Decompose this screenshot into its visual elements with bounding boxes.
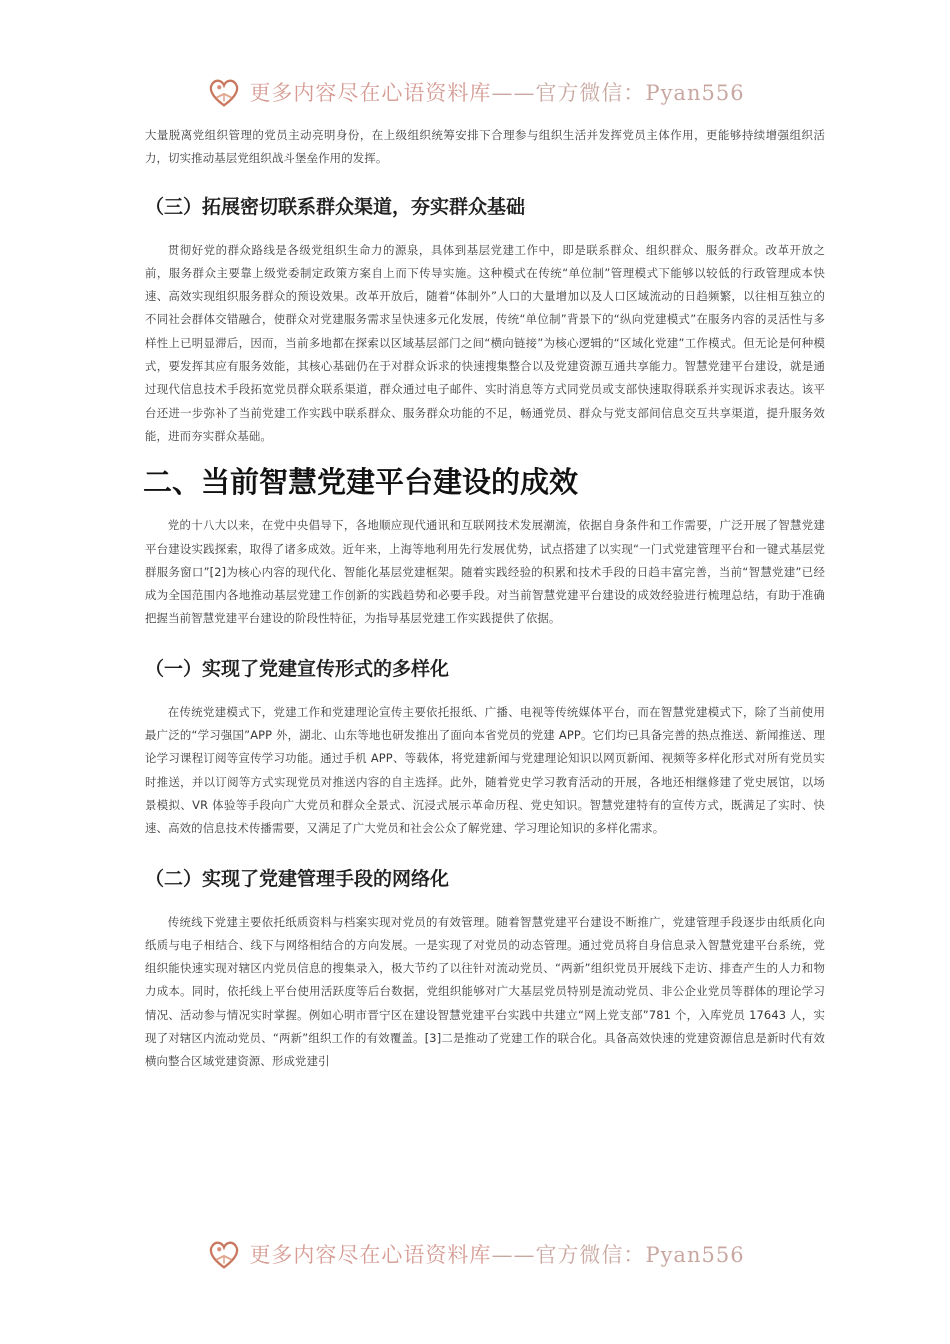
- heart-book-logo-icon: [205, 73, 243, 111]
- paragraph-3: 党的十八大以来，在党中央倡导下，各地顺应现代通讯和互联网技术发展潮流，依据自身条件和工作需要，广泛开展了智慧党建平台建设实践探索，取得了诸多成效。近年来，上海等地利用先行发展优势，试点搭建了以实现“一门式党建管理平台和一键式基层党群服务窗口”[2]为核心内容的现代化、智能化基层党建框架。随着实践经验的积累和技术手段的日趋丰富完善，当前“智慧党建”已经成为全国范围内各地推动基层党建工作创新的实践趋势和必要手段。对当前智慧党建平台建设的成效经验进行梳理总结，有助于准确把握当前智慧党建平台建设的阶段性特征，为指导基层党建工作实践提供了依据。: [145, 518, 825, 626]
- banner-text: 更多内容尽在心语资料库——官方微信：Pyan556: [249, 81, 745, 105]
- paragraph-4: 在传统党建模式下，党建工作和党建理论宣传主要依托报纸、广播、电视等传统媒体平台，而在智慧党建模式下，除了当前使用最广泛的“学习强国”APP 外，湖北、山东等地也研发推出了面向本省党员的党建 APP。它们均已具备完善的热点推送、新闻推送、理论学习课程订阅等宣传学习功能。通过手机 APP、等载体，将党建新闻与党建理论知识以网页新闻、视频等多样化形式对所有党员实时推送，并以订阅等方式实现党员对推送内容的自主选择。此外，随着党史学习教育活动的开展，各地还相继修建了党史展馆，以场景模拟、VR 体验等手段向广大党员和群众全景式、沉浸式展示革命历程、党史知识。智慧党建特有的宣传方式，既满足了实时、快速、高效的信息技术传播需要，又满足了广大党员和社会公众了解党建、学习理论知识的多样化需求。: [145, 704, 825, 836]
- section-heading-3: （三）拓展密切联系群众渠道，夯实群众基础: [145, 195, 526, 218]
- footer-watermark-banner: [0, 1232, 950, 1276]
- paragraph-5: 传统线下党建主要依托纸质资料与档案实现对党员的有效管理。随着智慧党建平台建设不断推广，党建管理手段逐步由纸质化向纸质与电子相结合、线下与网络相结合的方向发展。一是实现了对党员的动态管理。通过党员将自身信息录入智慧党建平台系统，党组织能快速实现对辖区内党员信息的搜集录入，极大节约了以往针对流动党员、“两新”组织党员开展线下走访、排查产生的人力和物力成本。同时，依托线上平台使用活跃度等后台数据，党组织能够对广大基层党员特别是流动党员、非公企业党员等群体的理论学习情况、活动参与情况实时掌握。例如心明市晋宁区在建设智慧党建平台实践中共建立“网上党支部”781 个，入库党员 17643 人，实现了对辖区内流动党员、“两新”组织工作的有效覆盖。[3]二是推动了党建工作的联合化。具备高效快速的党建资源信息是新时代有效横向整合区域党建资源、形成党建引: [145, 914, 825, 1069]
- heart-book-logo-icon: [205, 1235, 243, 1273]
- chapter-heading-2: 二、当前智慧党建平台建设的成效: [143, 465, 579, 500]
- banner-text: 更多内容尽在心语资料库——官方微信：Pyan556: [249, 1243, 745, 1267]
- section-heading-2: （二）实现了党建管理手段的网络化: [145, 867, 450, 890]
- paragraph-2: 贯彻好党的群众路线是各级党组织生命力的源泉，具体到基层党建工作中，即是联系群众、组织群众、服务群众。改革开放之前，服务群众主要靠上级党委制定政策方案自上而下传导实施。这种模式在传统“单位制”管理模式下能够以较低的行政管理成本快速、高效实现组织服务群众的预设效果。改革开放后，随着“体制外”人口的大量增加以及人口区域流动的日趋频繁，以往相互独立的不同社会群体交错融合，使群众对党建服务需求呈快速多元化发展，传统“单位制”背景下的“纵向党建模式”在服务内容的灵活性与多样性上已明显滞后，因而，当前多地都在探索以区域基层部门之间“横向链接”为核心逻辑的“区域化党建”工作模式。但无论是何种模式，要发挥其应有服务效能，其核心基础仍在于对群众诉求的快速搜集整合以及党建资源互通共享能力。智慧党建平台建设，就是通过现代信息技术手段拓宽党员群众联系渠道，群众通过电子邮件、实时消息等方式同党员或支部快速取得联系并实现诉求表达。该平台还进一步弥补了当前党建工作实践中联系群众、服务群众功能的不足，畅通党员、群众与党支部间信息交互共享渠道，提升服务效能，进而夯实群众基础。: [145, 242, 825, 443]
- paragraph-1: 大量脱离党组织管理的党员主动亮明身份，在上级组织统筹安排下合理参与组织生活并发挥党员主体作用，更能够持续增强组织活力，切实推动基层党组织战斗堡垒作用的发挥。: [145, 128, 825, 166]
- section-heading-1: （一）实现了党建宣传形式的多样化: [145, 657, 450, 680]
- header-watermark-banner: [0, 70, 950, 114]
- document-body: [145, 124, 825, 1074]
